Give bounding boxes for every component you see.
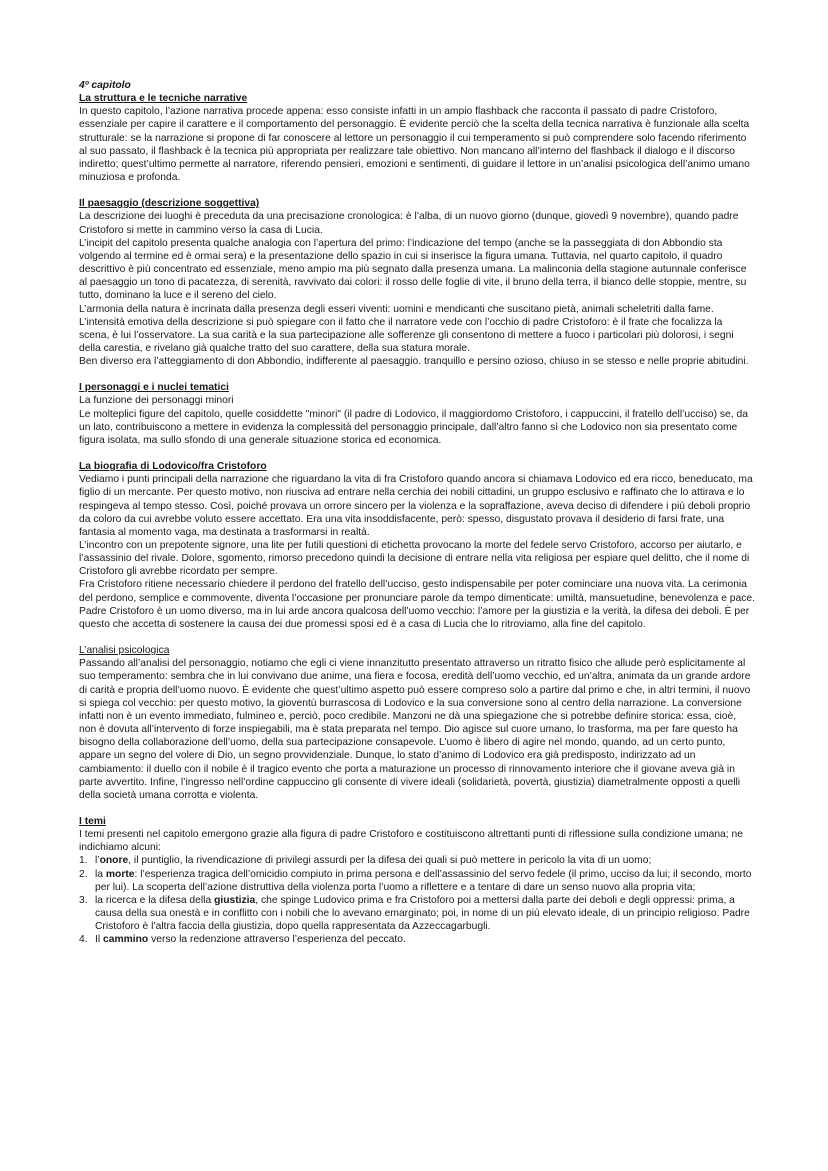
paragraph-paesaggio-3: L’armonia della natura è incrinata dalla presenza degli esseri viventi: uomini e mendicanti che suscitano pietà, animali scheletriti dalla fame. L’intensità emotiva della descrizione si può spiegare con il fatto che il narratore vede con l’occhio di padre Cristoforo: è il frate che focalizza la scena, è lui l’osservatore. La sua carità e la sua partecipazione alle sofferenze gli consentono di mettere a fuoco i particolari più dolorosi, i segni della carestia, e rivelano già qualche tratto del suo carattere, della sua statura morale. (79, 303, 734, 354)
section-heading-temi: I temi (79, 815, 106, 827)
paragraph-biografia-1: Vediamo i punti principali della narrazione che riguardano la vita di fra Cristoforo quando ancora si chiamava Lodovico ed era ricco, beneducato, ma figlio di un mercante. Per questo motivo, non riusciva ad entrare nella cerchia dei nobili cittadini, un gruppo esclusivo e raffinato che lo attirava e lo respingeva al tempo stesso. Così, poiché provava un orrore sincero per la violenza e la sopraffazione, aveva deciso di difendere i più deboli proprio da coloro da cui avrebbe voluto essere accettato. Era una vita insoddisfacente, però: spesso, disgustato provava il desiderio di farsi frate, una fantasia al momento vaga, ma destinata a trasformarsi in realtà. (79, 474, 753, 538)
list-text: l’ (95, 855, 100, 867)
list-text: verso la redenzione attraverso l’esperienza del peccato. (148, 934, 406, 946)
list-number: 4. (79, 934, 88, 946)
list-number: 2. (79, 868, 88, 880)
list-keyword: onore (99, 855, 129, 867)
list-item (79, 933, 755, 946)
list-text: , che spinge Ludovico prima e fra Cristoforo poi a mettersi dalla parte dei deboli e degli oppressi: prima, a causa della sua onestà e in conflitto con i nobili che lo avevano emarginato; poi, in nome di un più elevato ideale, di un principio religioso. Padre Cristoforo è l’altra faccia della giustizia, dopo quella rappresentata da Azzeccagarbugli. (95, 894, 750, 933)
list-text: : l’esperienza tragica dell’omicidio compiuto in prima persona e dell’assassinio del servo fedele (il primo, ucciso da lui; il secondo, morto per lui). La scoperta dell’azione distruttiva della violenza porta l’uomo a riflettere e a tentare di dare un senso nuovo alla propria vita; (95, 868, 752, 893)
list-text: la (95, 868, 106, 880)
list-text: Il (95, 934, 104, 946)
chapter-title: 4º capitolo (79, 80, 131, 91)
paragraph-paesaggio-4: Ben diverso era l’atteggiamento di don Abbondio, indifferente al paesaggio. tranquillo e persino ozioso, chiuso in se stesso e nelle proprie abitudini. (79, 356, 749, 368)
list-keyword: giustizia (214, 894, 256, 906)
section-heading-biografia: La biografia di Lodovico/fra Cristoforo (79, 461, 267, 473)
paragraph-paesaggio-2: L’incipit del capitolo presenta qualche analogia con l’apertura del primo: l’indicazione del tempo (anche se la passeggiata di don Abbondio sta volgendo al termine ed è ormai sera) e la presentazione dello spazio in cui si inserisce la figura umana. Tuttavia, nel quarto capitolo, il quadro descrittivo è più concentrato ed essenziale, meno ampio ma più segnato dalla presenza umana. La malinconia della stagione autunnale conferisce al paesaggio un tono di pacatezza, di serenità, ravvivato dai colori: il rosso delle foglie di vite, il bruno della terra, il bianco delle stoppie, mentre, su tutto, dominano la luce e il sereno del cielo. (79, 237, 747, 302)
list-item (79, 868, 755, 894)
document-page (79, 79, 755, 947)
list-text: , il puntiglio, la rivendicazione di privilegi assurdi per la difesa dei quali si può mettere in pericolo la vita di un uomo; (128, 855, 652, 867)
paragraph-struttura: In questo capitolo, l’azione narrativa procede appena: esso consiste infatti in un ampio flashback che racconta il passato di padre Cristoforo, essenziale per capire il carattere e il comportamento del personaggio. È evidente perciò che la scelta della tecnica narrativa è funzionale alla scelta strutturale: se la narrazione si propone di far conoscere al lettore un personaggio il cui temperamento si può comprendere solo facendo riferimento al suo passato, il flashback è la tecnica più appropriata per realizzare tale obiettivo. Non mancano all’interno del flashback il dialogo e il discorso indiretto; quest’ultimo permette al narratore, riferendo pensieri, emozioni e sentimenti, di guidare il lettore in un’analisi psicologica dell’animo umano minuziosa e profonda. (79, 106, 750, 184)
list-keyword: cammino (103, 934, 149, 946)
subheading-personaggi-minori: La funzione dei personaggi minori (79, 395, 234, 407)
paragraph-biografia-3: Fra Cristoforo ritiene necessario chiedere il perdono del fratello dell’ucciso, gesto indispensabile per poter cominciare una nuova vita. La cerimonia del perdono, semplice e commovente, diventa l’occasione per pronunciare parole da tempo dimenticate: umiltà, mansuetudine, benevolenza e pace. Padre Cristoforo è un uomo diverso, ma in lui arde ancora qualcosa dell’uomo vecchio: l’amore per la giustizia e la verità, la difesa dei deboli. È per questo che accetta di sostenere la causa dei due promessi sposi ed è a casa di Lucia che lo ritroviamo, alla fine del capitolo. (79, 579, 755, 630)
themes-list (79, 854, 755, 946)
section-heading-struttura: La struttura e le tecniche narrative (79, 93, 248, 105)
paragraph-paesaggio-1: La descrizione dei luoghi è preceduta da una precisazione cronologica: è l’alba, di un nuovo giorno (dunque, giovedì 9 novembre), quando padre Cristoforo si mette in cammino verso la casa di Lucia. (79, 211, 739, 236)
section-heading-analisi: L’analisi psicologica (79, 645, 170, 657)
section-heading-personaggi: I personaggi e i nuclei tematici (79, 382, 229, 394)
list-keyword: morte (105, 868, 135, 880)
paragraph-analisi: Passando all’analisi del personaggio, notiamo che egli ci viene innanzitutto presentato attraverso un ritratto fisico che allude però esplicitamente al suo temperamento: sembra che in lui convivano due anime, una fiera e focosa, eredità dell’uomo vecchio, ed un’altra, animata da un grande ardore di carità e propria dell’uomo nuovo. È evidente che quest’ultimo aspetto può essere compreso solo a partire dal primo e che, in altri termini, il nuovo si spiega col vecchio: per questo motivo, la gioventù burrascosa di Lodovico e la sua conversione sono al centro della narrazione. La conversione infatti non è un evento immediato, fulmineo e, perciò, poco credibile. Manzoni ne dà una spiegazione che si potrebbe definire storica: essa, cioè, non è dovuta all’intervento di forze inspiegabili, ma è stata preparata nel tempo. Dio agisce sul cuore umano, lo trasforma, ma per fare questo ha bisogno della collaborazione dell’uomo, della sua partecipazione consapevole. L’uomo è libero di agire nel mondo, quando, ad un certo punto, appare un segno del volere di Dio, un segno provvidenziale. Dunque, lo stato d’animo di Lodovico era già predisposto, indirizzato ad un cambiamento: il duello con il nobile è il tragico evento che porta a maturazione un processo di rinnovamento interiore che il giovane aveva già in parte avvertito. Infine, l’ingresso nell’ordine cappuccino gli consente di vivere ideali (solidarietà, povertà, giustizia) diametralmente opposti a quelli della società umana corrotta e violenta. (79, 658, 751, 801)
list-number: 1. (79, 855, 88, 867)
paragraph-biografia-2: L’incontro con un prepotente signore, una lite per futili questioni di etichetta provocano la morte del fedele servo Cristoforo, accorso per aiutarlo, e l’assassinio del rivale. Dolore, sgomento, rimorso precedono quindi la decisione di entrare nella vita religiosa per espiare quel delitto, che il nome di Cristoforo gli avrebbe ricordato per sempre. (79, 540, 750, 578)
list-item (79, 854, 755, 867)
section-heading-paesaggio: Il paesaggio (descrizione soggettiva) (79, 198, 260, 210)
list-number: 3. (79, 894, 88, 906)
list-text: la ricerca e la difesa della (95, 894, 215, 906)
paragraph-personaggi: Le molteplici figure del capitolo, quelle cosiddette "minori" (il padre di Lodovico, il maggiordomo Cristoforo, i cappuccini, il fratello dell’ucciso) se, da un lato, contribuiscono a mettere in evidenza la complessità del personaggio principale, dall’altro fanno sì che Lodovico non sia presentato come figura isolata, ma sullo sfondo di una generale situazione storica ed economica. (79, 408, 748, 446)
list-item (79, 894, 755, 933)
paragraph-temi-intro: I temi presenti nel capitolo emergono grazie alla figura di padre Cristoforo e costituiscono altrettanti punti di riflessione sulla condizione umana; ne indichiamo alcuni: (79, 829, 743, 854)
